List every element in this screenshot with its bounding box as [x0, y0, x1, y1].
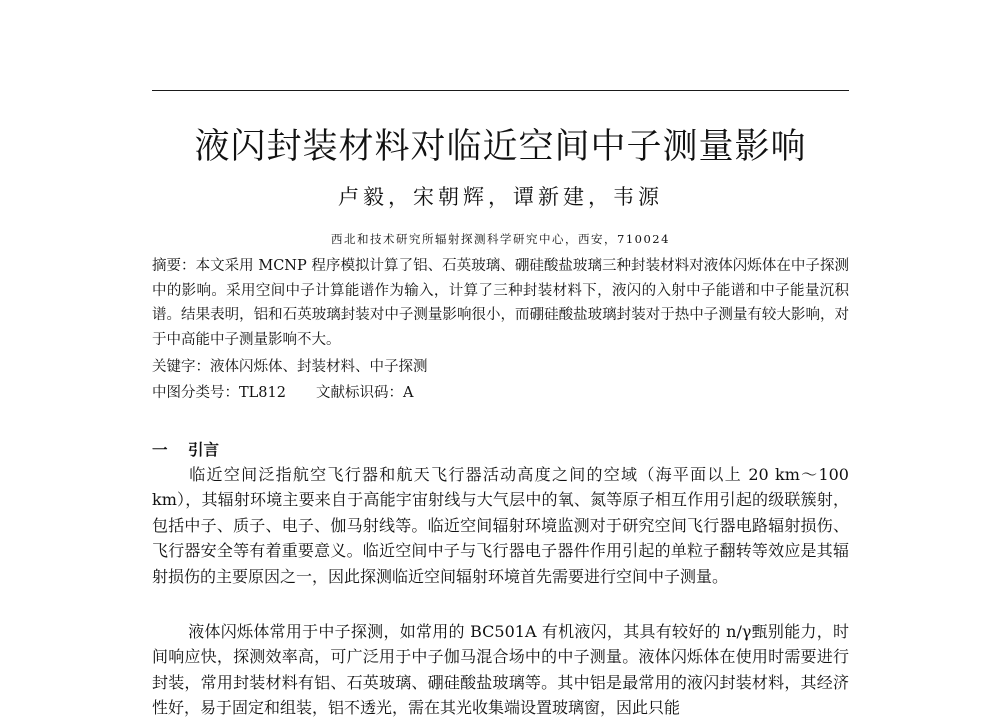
paragraph-text: 临近空间泛指航空飞行器和航天飞行器活动高度之间的空域（海平面以上 20 km～100 km），其辐射环境主要来自于高能宇宙射线与大气层中的氧、氮等原子相互作用引起的级联簇射，包括中子、质子、电子、伽马射线等。临近空间辐射环境监测对于研究空间飞行器电路辐射损伤、飞行器安全等有着重要意义。临近空间中子与飞行器电子器件作用引起的单粒子翻转等效应是其辐射损伤的主要原因之一，因此探测临近空间辐射环境首先需要进行空间中子测量。 [152, 465, 849, 586]
affiliation: 西北和技术研究所辐射探测科学研究中心，西安，710024 [331, 232, 670, 246]
keywords-text: 液体闪烁体、封装材料、中子探测 [210, 359, 428, 375]
paper-title: 液闪封装材料对临近空间中子测量影响 [194, 127, 807, 167]
section-number: 一 [152, 440, 168, 459]
keywords [152, 355, 849, 380]
abstract-text: 本文采用 MCNP 程序模拟计算了铝、石英玻璃、硼硅酸盐玻璃三种封装材料对液体闪烁体在中子探测中的影响。采用空间中子计算能谱作为输入，计算了三种封装材料下，液闪的入射中子能谱和中子能量沉积谱。结果表明，铝和石英玻璃封装对中子测量影响很小，而硼硅酸盐玻璃封装对于热中子测量有较大影响，对于中高能中子测量影响不大。 [152, 258, 849, 348]
paragraph-text: 液体闪烁体常用于中子探测，如常用的 BC501A 有机液闪，其具有较好的 n/γ甄别能力，时间响应快，探测效率高，可广泛用于中子伽马混合场中的中子测量。液体闪烁体在使用时需要进行封装，常用封装材料有铝、石英玻璃、硼硅酸盐玻璃等。其中铝是最常用的液闪封装材料，其经济性好，易于固定和组装，铝不透光，需在其光收集端设置玻璃窗，因此只能 [152, 622, 849, 718]
author-list: 卢毅，宋朝辉，谭新建，韦源 [338, 185, 663, 209]
header-rule [152, 90, 849, 91]
classification-line [152, 381, 849, 406]
doc-code-label: 文献标识码： [315, 385, 403, 401]
body-paragraph-2 [152, 619, 849, 721]
body-paragraph-1 [152, 462, 849, 589]
section-title: 引言 [188, 440, 220, 459]
abstract-label: 摘要： [152, 258, 196, 274]
abstract [152, 254, 849, 352]
doc-code-value: A [402, 385, 414, 401]
section-heading [152, 437, 219, 463]
clc-label: 中图分类号： [152, 385, 239, 401]
clc-value: TL812 [239, 385, 286, 401]
keywords-label: 关键字： [152, 359, 210, 375]
